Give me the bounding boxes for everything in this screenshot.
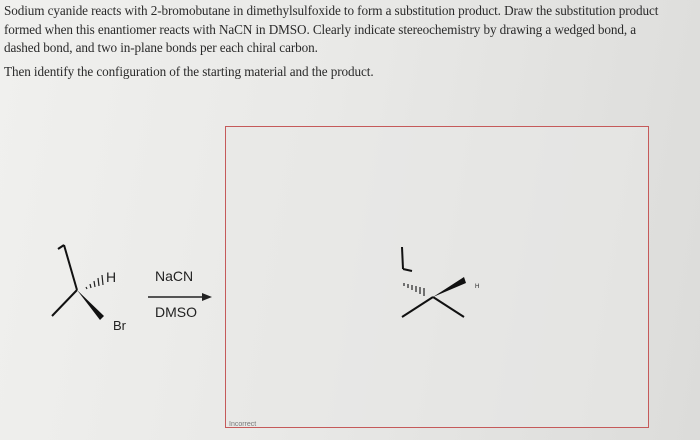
incorrect-status-label: Incorrect — [229, 421, 257, 428]
drawn-wedge-bond — [433, 277, 466, 297]
reaction-arrow-group — [148, 268, 212, 320]
wedge-bond — [77, 290, 104, 320]
drawn-bond-lower-left — [402, 297, 433, 317]
bond-terminal — [58, 245, 64, 249]
arrow-head-icon — [202, 293, 212, 301]
dashed-bond-h — [86, 275, 103, 289]
bromine-label: Br — [113, 318, 126, 333]
drawn-bond-vertical — [402, 247, 403, 269]
solvent-label: DMSO — [155, 304, 197, 320]
question-paragraph-2: Then identify the configuration of the starting material and the product. — [4, 63, 374, 79]
drawn-bond-lower-right — [433, 297, 464, 317]
bond-c2-c3 — [52, 290, 77, 316]
reagent-label: NaCN — [155, 268, 194, 284]
bond-c1-c2 — [64, 245, 77, 290]
question-paragraph-1: Sodium cyanide reacts with 2-bromobutane in dimethylsulfoxide to form a substitution product. Draw the substitution product formed when this enantiomer reacts with NaCN in DMSO. Clearly indicate stereochemistry by drawing a wedged bond, a dashed bond, and two in-plane bonds per each chiral carbon. — [4, 3, 659, 55]
drawn-structure — [226, 127, 650, 429]
answer-drawing-area[interactable] — [225, 126, 649, 428]
hydrogen-label: H — [106, 269, 117, 285]
drawn-dashed-bond — [404, 283, 424, 296]
drawn-hydrogen-label: H — [475, 284, 480, 290]
starting-material-structure — [52, 245, 127, 333]
drawn-bond-short — [403, 269, 412, 271]
